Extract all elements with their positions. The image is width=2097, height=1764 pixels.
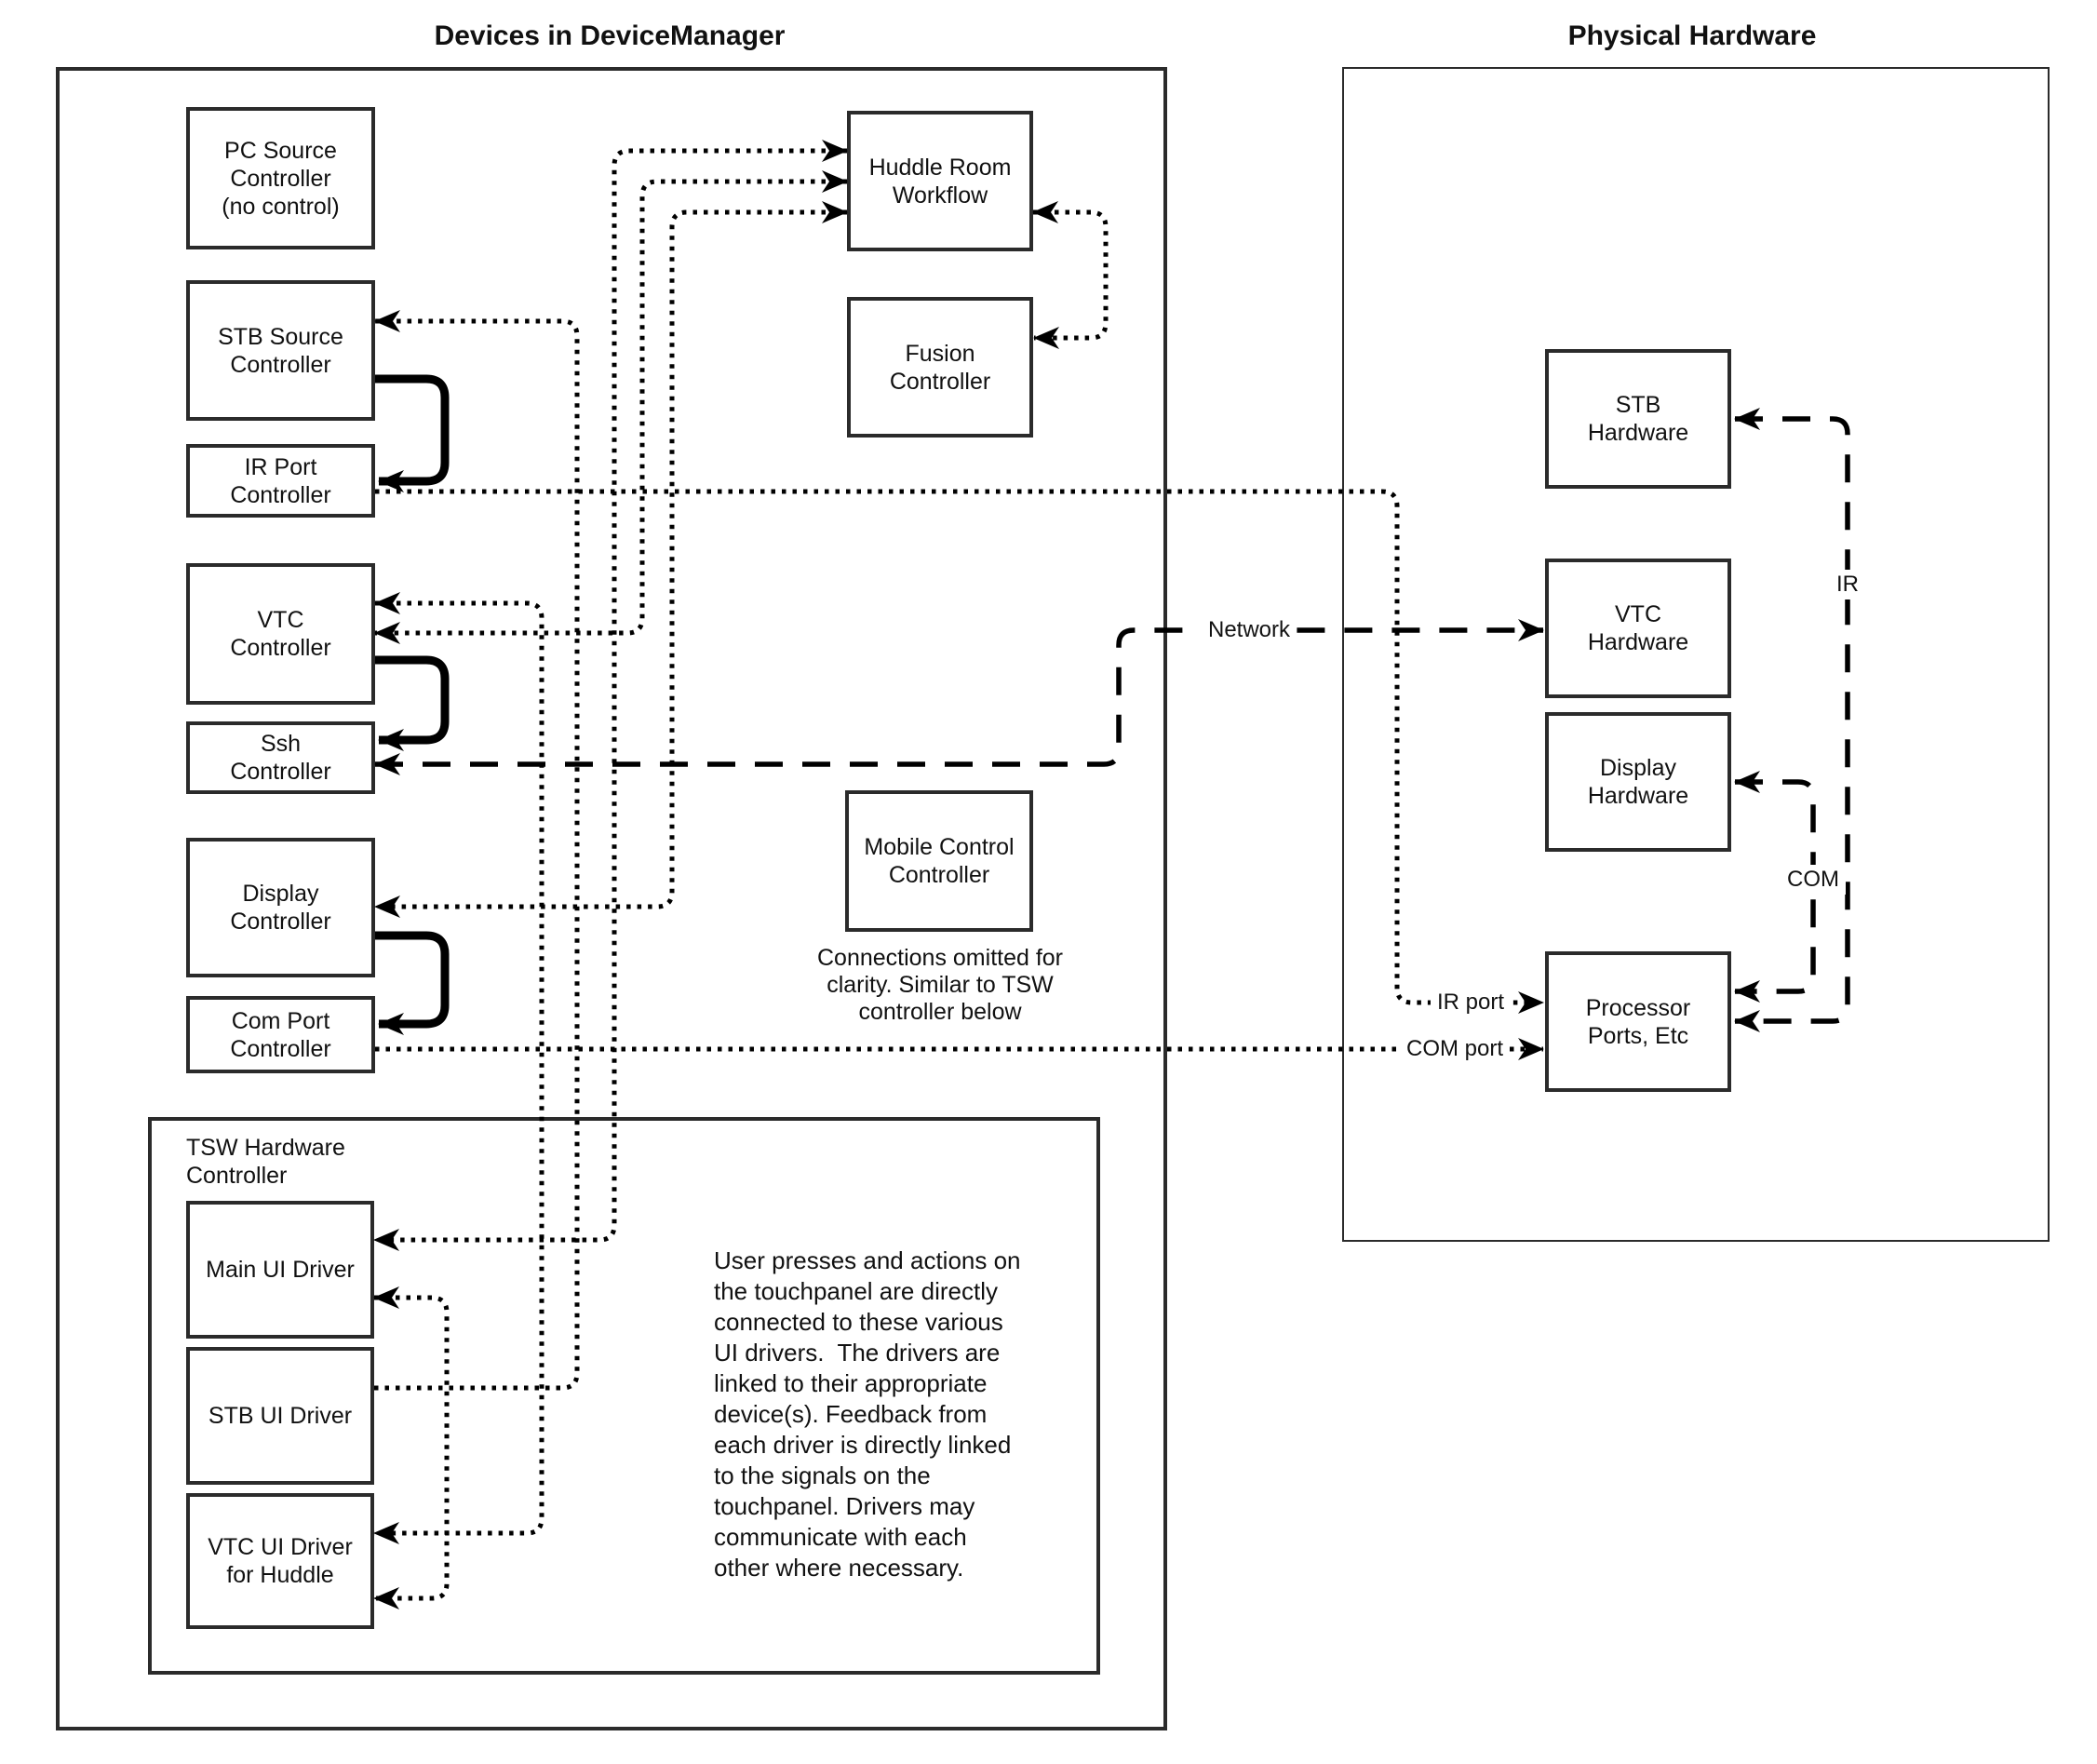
node-label: Ssh	[260, 731, 302, 757]
node-label: Ports, Etc	[1587, 1022, 1689, 1049]
node-pc-source-controller	[186, 107, 375, 249]
tsw-container-label: TSW Hardware Controller	[186, 1135, 345, 1189]
ir-port-edge-label: IR port	[1431, 988, 1511, 1017]
node-label: IR Port	[244, 453, 317, 480]
node-label: PC Source	[224, 137, 337, 164]
ir-edge-label: IR	[1830, 570, 1865, 599]
node-stb-source-controller	[186, 280, 375, 421]
node-label: Controller	[230, 165, 331, 192]
node-label: Main UI Driver	[206, 1257, 355, 1283]
node-label: Hardware	[1587, 629, 1689, 655]
node-label: Fusion	[905, 340, 975, 367]
node-label: VTC	[1615, 601, 1661, 627]
node-com-port-controller	[186, 996, 375, 1073]
node-label: Controller	[230, 481, 331, 508]
left-section-title: Devices in DeviceManager	[434, 20, 786, 51]
node-label: Controller	[889, 368, 991, 395]
node-mobile-control-controller	[845, 790, 1033, 932]
node-label: STB Source	[218, 323, 343, 350]
node-label: Controller	[230, 351, 331, 378]
node-label: Workflow	[892, 182, 988, 209]
node-huddle-room-workflow	[847, 111, 1033, 251]
node-label: Controller	[230, 635, 331, 661]
node-label: Controller	[888, 862, 990, 888]
network-edge-label: Network	[1202, 615, 1297, 645]
node-label: (no control)	[222, 193, 340, 220]
node-label: Mobile Control	[864, 834, 1015, 860]
node-label: Controller	[230, 759, 331, 785]
node-vtc-hardware	[1545, 559, 1731, 698]
node-ssh-controller	[186, 721, 375, 794]
mobile-note-text: Connections omitted for clarity. Similar to TSW controller below	[816, 945, 1064, 1025]
node-stb-ui-driver	[186, 1347, 374, 1485]
node-label: STB	[1615, 392, 1661, 418]
node-display-hardware	[1545, 712, 1731, 852]
right-section-title: Physical Hardware	[1567, 20, 1817, 51]
node-label: Display	[242, 881, 319, 907]
node-label: Processor	[1585, 994, 1691, 1021]
com-port-edge-label: COM port	[1400, 1034, 1510, 1064]
node-fusion-controller	[847, 297, 1033, 438]
node-processor-ports	[1545, 951, 1731, 1092]
tsw-description-text: User presses and actions on the touchpanel are directly connected to these various UI drivers. The drivers are linked to their appropriate device(s). Feedback from each driver is directly linked to the signals on the touchpanel. Drivers may communicate with each other where necessary.	[714, 1246, 1021, 1582]
node-label: Controller	[230, 1035, 331, 1062]
node-label: Hardware	[1587, 783, 1689, 809]
node-label: Display	[1600, 755, 1676, 781]
node-ir-port-controller	[186, 444, 375, 518]
node-label: Controller	[230, 909, 331, 935]
node-display-controller	[186, 838, 375, 977]
node-stb-hardware	[1545, 349, 1731, 489]
node-label: Hardware	[1587, 420, 1689, 446]
node-main-ui-driver	[186, 1201, 374, 1339]
node-vtc-controller	[186, 563, 375, 705]
node-label: Com Port	[231, 1007, 330, 1034]
node-vtc-ui-driver	[186, 1493, 374, 1629]
node-label: VTC UI Driver	[208, 1534, 353, 1560]
node-label: Huddle Room	[868, 154, 1012, 181]
node-label: VTC	[257, 607, 304, 633]
node-label: STB UI Driver	[208, 1403, 353, 1429]
com-edge-label: COM	[1781, 865, 1846, 895]
node-label: for Huddle	[226, 1562, 334, 1588]
